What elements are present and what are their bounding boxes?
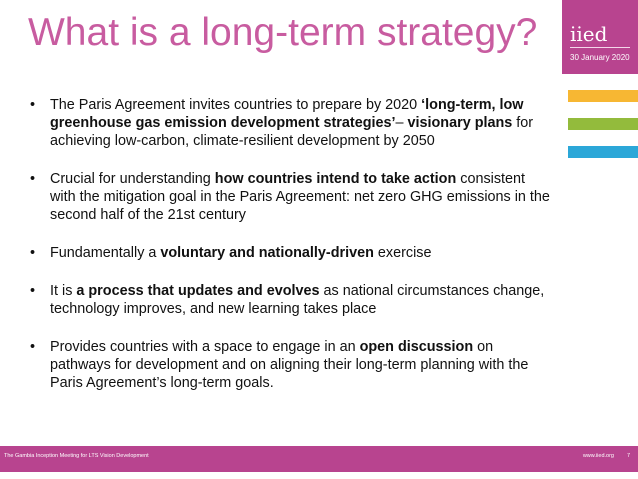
iied-logo: iied — [570, 22, 608, 46]
bullet-text: It is — [50, 283, 77, 299]
accent-stripe-orange — [568, 90, 638, 102]
brand-panel — [562, 0, 638, 74]
bullet-marker: • — [30, 283, 36, 299]
bullet-emphasis: how countries intend to take action — [214, 171, 457, 187]
bullet-marker: • — [30, 339, 36, 355]
bullet-list — [30, 96, 550, 392]
bullet-emphasis: ‘long-term, low greenhouse gas emission development strategies’ — [50, 97, 524, 131]
bullet-emphasis: voluntary and nationally-driven — [160, 245, 374, 261]
bullet-text: consistent with the mitigation goal in the Paris Agreement: net zero GHG emissions in the second half of the 21st century — [50, 171, 550, 223]
bullet-text: as national circumstances change, technology improves, and new learning takes place — [50, 283, 545, 317]
bullet-emphasis: open discussion — [359, 339, 474, 355]
bullet-text: Crucial for understanding — [50, 171, 215, 187]
accent-stripe-blue — [568, 146, 638, 158]
page-number: 7 — [626, 453, 630, 459]
footer-website: www.iied.org — [582, 453, 614, 459]
bullet-marker: • — [30, 97, 36, 113]
bullet-emphasis: a process that updates and evolves — [76, 283, 320, 299]
bullet-item — [30, 282, 550, 318]
bullet-item — [30, 338, 550, 392]
accent-stripe-green — [568, 118, 638, 130]
bullet-text: Fundamentally a — [50, 245, 161, 261]
bullet-item — [30, 244, 550, 262]
brand-divider — [570, 47, 630, 48]
slide-title: What is a long-term strategy? — [28, 11, 538, 54]
bullet-text: – — [395, 115, 408, 131]
bullet-text: The Paris Agreement invites countries to prepare by 2020 — [50, 97, 422, 113]
bullet-item — [30, 96, 550, 150]
bullet-text: for achieving low-carbon, climate-resilient development by 2050 — [50, 115, 534, 149]
bullet-emphasis: visionary plans — [407, 115, 513, 131]
bullet-item — [30, 170, 550, 224]
bullet-marker: • — [30, 171, 36, 187]
footer-event: The Gambia Inception Meeting for LTS Vision Development — [4, 453, 149, 459]
footer-bar — [0, 446, 638, 472]
bullet-text: on pathways for development and on aligning their long-term planning with the Paris Agreement’s long-term goals. — [50, 339, 529, 391]
bullet-text: Provides countries with a space to engage in an — [50, 339, 360, 355]
bullet-text: exercise — [373, 245, 432, 261]
slide-date: 30 January 2020 — [570, 53, 630, 62]
bullet-marker: • — [30, 245, 36, 261]
